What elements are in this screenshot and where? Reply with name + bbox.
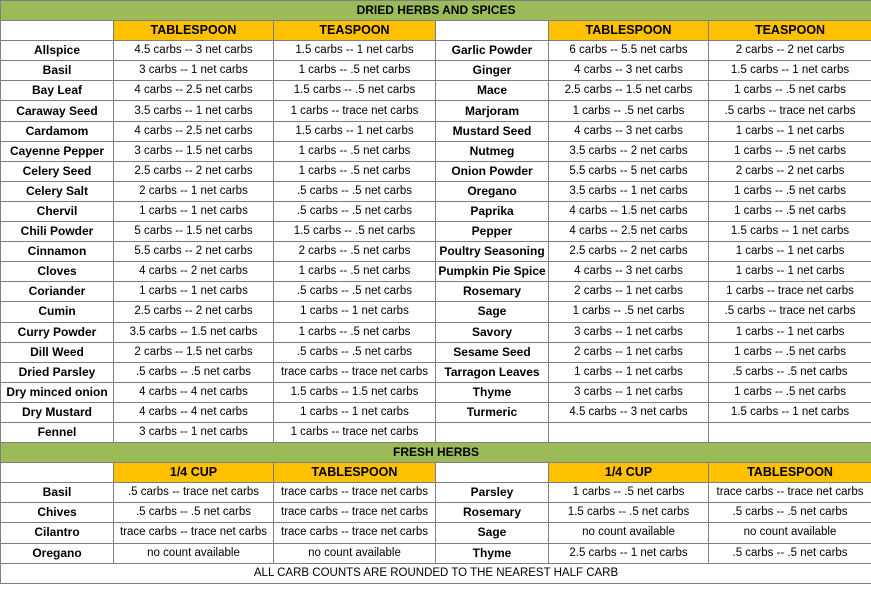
herb-name-cell: Cardamom <box>1 121 114 141</box>
carb-count-cell: 1 carbs -- .5 net carbs <box>274 262 436 282</box>
herb-name-cell: Chervil <box>1 201 114 221</box>
herb-name-cell: Chili Powder <box>1 222 114 242</box>
carb-count-cell: 2 carbs -- 1 net carbs <box>549 282 709 302</box>
rounding-note: ALL CARB COUNTS ARE ROUNDED TO THE NEAREST HALF CARB <box>1 563 871 583</box>
carb-count-cell <box>709 422 871 442</box>
carb-count-cell: 1 carbs -- .5 net carbs <box>709 382 871 402</box>
table-row <box>1 302 871 322</box>
fresh-col-header: 1/4 CUP <box>114 463 274 483</box>
herb-name-cell: Ginger <box>436 61 549 81</box>
carb-count-cell: 4 carbs -- 4 net carbs <box>114 402 274 422</box>
herb-name-cell: Turmeric <box>436 402 549 422</box>
carb-count-cell: 2 carbs -- 1.5 net carbs <box>114 342 274 362</box>
carb-count-cell: 3 carbs -- 1 net carbs <box>114 422 274 442</box>
herb-name-cell: Cayenne Pepper <box>1 141 114 161</box>
herb-name-cell: Oregano <box>1 543 114 563</box>
table-row <box>1 282 871 302</box>
carb-count-cell: .5 carbs -- .5 net carbs <box>114 362 274 382</box>
table-row <box>1 422 871 442</box>
carb-count-cell: 4 carbs -- 2.5 net carbs <box>114 81 274 101</box>
carb-count-cell: 3.5 carbs -- 1 net carbs <box>114 101 274 121</box>
carb-count-cell: 4 carbs -- 2 net carbs <box>114 262 274 282</box>
carb-count-cell: 1 carbs -- 1 net carbs <box>709 121 871 141</box>
carb-count-cell: 1 carbs -- .5 net carbs <box>274 161 436 181</box>
herb-name-cell: Fennel <box>1 422 114 442</box>
carb-count-cell: 4 carbs -- 2.5 net carbs <box>549 222 709 242</box>
herb-name-cell: Celery Salt <box>1 181 114 201</box>
carb-count-cell: 1 carbs -- 1 net carbs <box>274 402 436 422</box>
carb-count-cell: 1.5 carbs -- .5 net carbs <box>549 503 709 523</box>
herb-name-cell: Pumpkin Pie Spice <box>436 262 549 282</box>
table-row <box>1 201 871 221</box>
carb-count-cell: .5 carbs -- .5 net carbs <box>274 282 436 302</box>
carb-count-cell <box>549 422 709 442</box>
carb-count-cell: .5 carbs -- .5 net carbs <box>274 342 436 362</box>
fresh-header-row <box>1 463 871 483</box>
fresh-col-header: TABLESPOON <box>709 463 871 483</box>
carb-count-cell: .5 carbs -- .5 net carbs <box>114 503 274 523</box>
table-row <box>1 161 871 181</box>
dried-section-title: DRIED HERBS AND SPICES <box>1 1 871 21</box>
table-row <box>1 342 871 362</box>
carb-count-cell: .5 carbs -- .5 net carbs <box>709 543 871 563</box>
herb-name-cell: Sage <box>436 302 549 322</box>
table-row <box>1 382 871 402</box>
herb-name-cell: Oregano <box>436 181 549 201</box>
herb-name-cell: Cilantro <box>1 523 114 543</box>
carb-count-cell: 5 carbs -- 1.5 net carbs <box>114 222 274 242</box>
carb-count-cell: trace carbs -- trace net carbs <box>274 483 436 503</box>
table-row <box>1 402 871 422</box>
herb-name-cell: Dry Mustard <box>1 402 114 422</box>
carb-count-cell: 1 carbs -- trace net carbs <box>274 101 436 121</box>
table-row <box>1 121 871 141</box>
carb-count-cell: 2 carbs -- 2 net carbs <box>709 41 871 61</box>
carb-count-cell: 4.5 carbs -- 3 net carbs <box>114 41 274 61</box>
fresh-title-row <box>1 443 871 463</box>
carb-count-cell: 2.5 carbs -- 1 net carbs <box>549 543 709 563</box>
carb-count-cell: 1.5 carbs -- 1 net carbs <box>709 402 871 422</box>
herb-name-cell: Onion Powder <box>436 161 549 181</box>
header-blank-cell <box>1 21 114 41</box>
herb-name-cell: Dill Weed <box>1 342 114 362</box>
herb-name-cell: Marjoram <box>436 101 549 121</box>
carb-count-cell: 6 carbs -- 5.5 net carbs <box>549 41 709 61</box>
carb-count-cell: 3 carbs -- 1 net carbs <box>549 322 709 342</box>
dried-col-header: TABLESPOON <box>114 21 274 41</box>
carb-count-cell: 1 carbs -- 1 net carbs <box>114 201 274 221</box>
carb-count-cell: 4 carbs -- 2.5 net carbs <box>114 121 274 141</box>
herb-name-cell: Basil <box>1 483 114 503</box>
herb-name-cell: Basil <box>1 61 114 81</box>
herb-name-cell: Allspice <box>1 41 114 61</box>
carb-count-cell: trace carbs -- trace net carbs <box>274 362 436 382</box>
herb-name-cell: Thyme <box>436 543 549 563</box>
table-row <box>1 101 871 121</box>
herb-name-cell: Nutmeg <box>436 141 549 161</box>
carb-count-cell: 1 carbs -- 1 net carbs <box>114 282 274 302</box>
footer-row <box>1 563 871 583</box>
herb-name-cell: Dry minced onion <box>1 382 114 402</box>
carb-count-cell: 1 carbs -- .5 net carbs <box>709 141 871 161</box>
herb-name-cell: Coriander <box>1 282 114 302</box>
carb-count-cell: 2.5 carbs -- 2 net carbs <box>114 161 274 181</box>
carb-count-cell: 1.5 carbs -- 1 net carbs <box>709 61 871 81</box>
fresh-col-header: 1/4 CUP <box>549 463 709 483</box>
table-row <box>1 362 871 382</box>
herb-name-cell: Mustard Seed <box>436 121 549 141</box>
carb-count-cell: 5.5 carbs -- 2 net carbs <box>114 242 274 262</box>
carb-count-cell: 4 carbs -- 3 net carbs <box>549 121 709 141</box>
carb-count-cell: 1 carbs -- 1 net carbs <box>709 262 871 282</box>
herb-name-cell: Cloves <box>1 262 114 282</box>
header-blank-cell <box>436 463 549 483</box>
table-row <box>1 523 871 543</box>
carb-count-cell: no count available <box>549 523 709 543</box>
herb-name-cell: Tarragon Leaves <box>436 362 549 382</box>
table-row <box>1 242 871 262</box>
herb-name-cell: Parsley <box>436 483 549 503</box>
herb-name-cell: Thyme <box>436 382 549 402</box>
carb-count-cell: trace carbs -- trace net carbs <box>274 523 436 543</box>
carb-count-cell: 1 carbs -- .5 net carbs <box>549 302 709 322</box>
carb-count-cell: 1 carbs -- .5 net carbs <box>709 181 871 201</box>
carb-count-cell: 1.5 carbs -- 1.5 net carbs <box>274 382 436 402</box>
carb-count-cell: 1 carbs -- 1 net carbs <box>709 322 871 342</box>
carb-count-cell: 2 carbs -- 1 net carbs <box>549 342 709 362</box>
herb-name-cell: Garlic Powder <box>436 41 549 61</box>
herb-name-cell: Curry Powder <box>1 322 114 342</box>
carb-count-cell: 1 carbs -- trace net carbs <box>709 282 871 302</box>
table-row <box>1 222 871 242</box>
carb-count-cell: no count available <box>114 543 274 563</box>
carb-count-cell: 4 carbs -- 3 net carbs <box>549 61 709 81</box>
carb-count-cell: 1 carbs -- .5 net carbs <box>709 201 871 221</box>
table-row <box>1 81 871 101</box>
herb-name-cell: Savory <box>436 322 549 342</box>
carb-count-cell: .5 carbs -- .5 net carbs <box>709 362 871 382</box>
herb-name-cell: Chives <box>1 503 114 523</box>
carb-count-cell: 4 carbs -- 3 net carbs <box>549 262 709 282</box>
carb-count-cell: 1.5 carbs -- .5 net carbs <box>274 222 436 242</box>
herb-name-cell: Dried Parsley <box>1 362 114 382</box>
chart-body <box>1 1 871 584</box>
carb-count-cell: 4.5 carbs -- 3 net carbs <box>549 402 709 422</box>
herb-name-cell: Cinnamon <box>1 242 114 262</box>
carb-count-cell: .5 carbs -- trace net carbs <box>709 302 871 322</box>
carb-count-cell: 1 carbs -- 1 net carbs <box>549 362 709 382</box>
carb-count-cell: 1.5 carbs -- .5 net carbs <box>274 81 436 101</box>
table-row <box>1 503 871 523</box>
carb-count-cell: 3 carbs -- 1 net carbs <box>114 61 274 81</box>
carb-count-cell: 4 carbs -- 1.5 net carbs <box>549 201 709 221</box>
carb-count-cell: 3 carbs -- 1.5 net carbs <box>114 141 274 161</box>
header-blank-cell <box>1 463 114 483</box>
herb-name-cell <box>436 422 549 442</box>
carb-count-cell: 1 carbs -- .5 net carbs <box>274 141 436 161</box>
carb-count-cell: 1 carbs -- .5 net carbs <box>274 61 436 81</box>
carb-count-cell: .5 carbs -- .5 net carbs <box>274 201 436 221</box>
dried-col-header: TEASPOON <box>274 21 436 41</box>
carb-count-cell: 4 carbs -- 4 net carbs <box>114 382 274 402</box>
table-row <box>1 41 871 61</box>
carb-count-cell: 1.5 carbs -- 1 net carbs <box>274 121 436 141</box>
carb-count-cell: 2 carbs -- .5 net carbs <box>274 242 436 262</box>
carb-count-cell: 1.5 carbs -- 1 net carbs <box>709 222 871 242</box>
carb-count-cell: trace carbs -- trace net carbs <box>274 503 436 523</box>
carb-count-cell: 3.5 carbs -- 1 net carbs <box>549 181 709 201</box>
carb-count-cell: no count available <box>709 523 871 543</box>
carb-count-cell: 3.5 carbs -- 2 net carbs <box>549 141 709 161</box>
carb-count-cell: .5 carbs -- .5 net carbs <box>274 181 436 201</box>
dried-title-row <box>1 1 871 21</box>
header-blank-cell <box>436 21 549 41</box>
carb-count-cell: 1 carbs -- 1 net carbs <box>274 302 436 322</box>
carb-count-cell: 5.5 carbs -- 5 net carbs <box>549 161 709 181</box>
table-row <box>1 141 871 161</box>
herb-name-cell: Sesame Seed <box>436 342 549 362</box>
carb-count-cell: 2.5 carbs -- 1.5 net carbs <box>549 81 709 101</box>
herb-name-cell: Rosemary <box>436 503 549 523</box>
carb-count-cell: 3 carbs -- 1 net carbs <box>549 382 709 402</box>
herb-name-cell: Pepper <box>436 222 549 242</box>
herb-name-cell: Mace <box>436 81 549 101</box>
herb-name-cell: Celery Seed <box>1 161 114 181</box>
carb-count-cell: 1 carbs -- .5 net carbs <box>709 342 871 362</box>
carb-count-cell: no count available <box>274 543 436 563</box>
table-row <box>1 483 871 503</box>
fresh-section-title: FRESH HERBS <box>1 443 871 463</box>
carb-count-cell: 1 carbs -- .5 net carbs <box>274 322 436 342</box>
dried-col-header: TABLESPOON <box>549 21 709 41</box>
carb-count-cell: 2 carbs -- 1 net carbs <box>114 181 274 201</box>
carb-count-cell: 1 carbs -- trace net carbs <box>274 422 436 442</box>
table-row <box>1 322 871 342</box>
carb-count-cell: 1 carbs -- .5 net carbs <box>549 101 709 121</box>
carb-count-cell: trace carbs -- trace net carbs <box>709 483 871 503</box>
carb-count-cell: trace carbs -- trace net carbs <box>114 523 274 543</box>
herb-name-cell: Cumin <box>1 302 114 322</box>
carb-count-cell: 1 carbs -- .5 net carbs <box>549 483 709 503</box>
herb-name-cell: Rosemary <box>436 282 549 302</box>
carb-count-cell: 2.5 carbs -- 2 net carbs <box>549 242 709 262</box>
herb-name-cell: Poultry Seasoning <box>436 242 549 262</box>
table-row <box>1 181 871 201</box>
table-row <box>1 61 871 81</box>
herb-name-cell: Sage <box>436 523 549 543</box>
table-row <box>1 262 871 282</box>
dried-col-header: TEASPOON <box>709 21 871 41</box>
fresh-col-header: TABLESPOON <box>274 463 436 483</box>
herb-name-cell: Bay Leaf <box>1 81 114 101</box>
carb-count-cell: 1 carbs -- 1 net carbs <box>709 242 871 262</box>
carb-count-cell: 3.5 carbs -- 1.5 net carbs <box>114 322 274 342</box>
carb-count-cell: 2 carbs -- 2 net carbs <box>709 161 871 181</box>
carb-count-cell: .5 carbs -- trace net carbs <box>709 101 871 121</box>
carb-count-cell: .5 carbs -- trace net carbs <box>114 483 274 503</box>
herb-name-cell: Paprika <box>436 201 549 221</box>
carb-count-cell: 1 carbs -- .5 net carbs <box>709 81 871 101</box>
table-row <box>1 543 871 563</box>
herb-name-cell: Caraway Seed <box>1 101 114 121</box>
dried-header-row <box>1 21 871 41</box>
carb-count-cell: .5 carbs -- .5 net carbs <box>709 503 871 523</box>
carb-count-cell: 1.5 carbs -- 1 net carbs <box>274 41 436 61</box>
carb-count-cell: 2.5 carbs -- 2 net carbs <box>114 302 274 322</box>
